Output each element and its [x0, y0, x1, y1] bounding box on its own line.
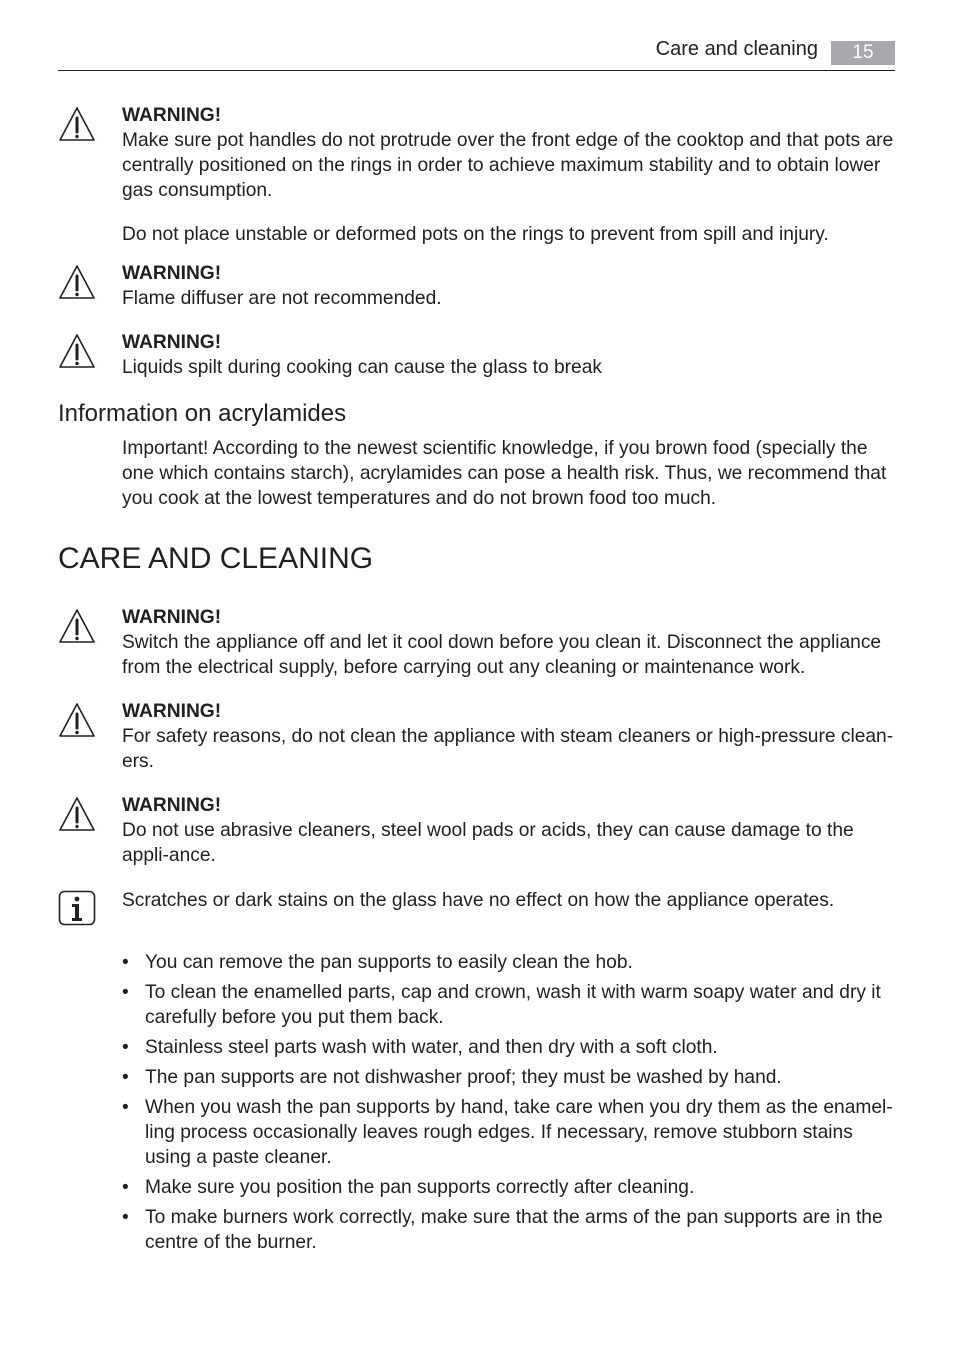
warning-block [122, 699, 897, 774]
list-item: • Make sure you position the pan supports correctly after cleaning. [122, 1175, 897, 1200]
chapter-heading: CARE AND CLEANING [58, 542, 374, 575]
warning-text: Do not use abrasive cleaners, steel wool pads or acids, they can cause damage to the appli-ance. [122, 820, 854, 866]
list-item: • You can remove the pan supports to easily clean the hob. [122, 950, 897, 975]
warning-block [122, 793, 897, 868]
warning-label: WARNING! [122, 332, 222, 353]
list-item: • To make burners work correctly, make sure that the arms of the pan supports are in the centre of the burner. [122, 1205, 897, 1255]
important-label: Important! [122, 438, 209, 459]
warning-icon [58, 264, 96, 300]
warning-icon [58, 608, 96, 644]
warning-block [122, 103, 897, 247]
warning-icon [58, 796, 96, 832]
warning-label: WARNING! [122, 701, 222, 722]
warning-label: WARNING! [122, 795, 222, 816]
warning-icon [58, 106, 96, 142]
list-item: • Stainless steel parts wash with water, and then dry with a soft cloth. [122, 1035, 897, 1060]
list-item: • To clean the enamelled parts, cap and crown, wash it with warm soapy water and dry it carefully before you put them back. [122, 980, 897, 1030]
running-header: Care and cleaning [655, 38, 818, 60]
acrylamides-text: According to the newest scientific knowledge, if you brown food (specially the one which contains starch), acrylamides can pose a health risk. Thus, we recommend that you cook at the lowest temperatures and do not brown food too much. [122, 438, 887, 509]
warning-text: Switch the appliance off and let it cool down before you clean it. Disconnect the appliance from the electrical supply, before carrying out any cleaning or maintenance work. [122, 632, 882, 678]
list-item: • The pan supports are not dishwasher proof; they must be washed by hand. [122, 1065, 897, 1090]
warning-block [122, 605, 897, 680]
warning-text: Flame diffuser are not recommended. [122, 288, 442, 309]
page-number: 15 [831, 41, 895, 65]
warning-icon [58, 333, 96, 369]
cleaning-tips-list [122, 950, 897, 1260]
warning-extra-text: Do not place unstable or deformed pots on the rings to prevent from spill and injury. [122, 224, 829, 245]
warning-label: WARNING! [122, 263, 222, 284]
list-item: • When you wash the pan supports by hand, take care when you dry them as the enamel-ling process occasionally leaves rough edges. If necessary, remove stubborn stains using a paste cleaner. [122, 1095, 897, 1170]
warning-label: WARNING! [122, 105, 222, 126]
warning-block [122, 261, 897, 311]
warning-text: Liquids spilt during cooking can cause the glass to break [122, 357, 602, 378]
acrylamides-paragraph [122, 436, 897, 511]
warning-icon [58, 702, 96, 738]
section-heading-acrylamides: Information on acrylamides [58, 400, 347, 427]
warning-text: Make sure pot handles do not protrude over the front edge of the cooktop and that pots are centrally positioned on the rings in order to achieve maximum stability and to obtain lower gas consumption. [122, 130, 894, 201]
info-icon [58, 890, 96, 926]
info-note: Scratches or dark stains on the glass have no effect on how the appliance operates. [122, 890, 835, 911]
warning-label: WARNING! [122, 607, 222, 628]
warning-block [122, 330, 897, 380]
header-rule [58, 70, 895, 71]
warning-text: For safety reasons, do not clean the appliance with steam cleaners or high-pressure clean-ers. [122, 726, 894, 772]
